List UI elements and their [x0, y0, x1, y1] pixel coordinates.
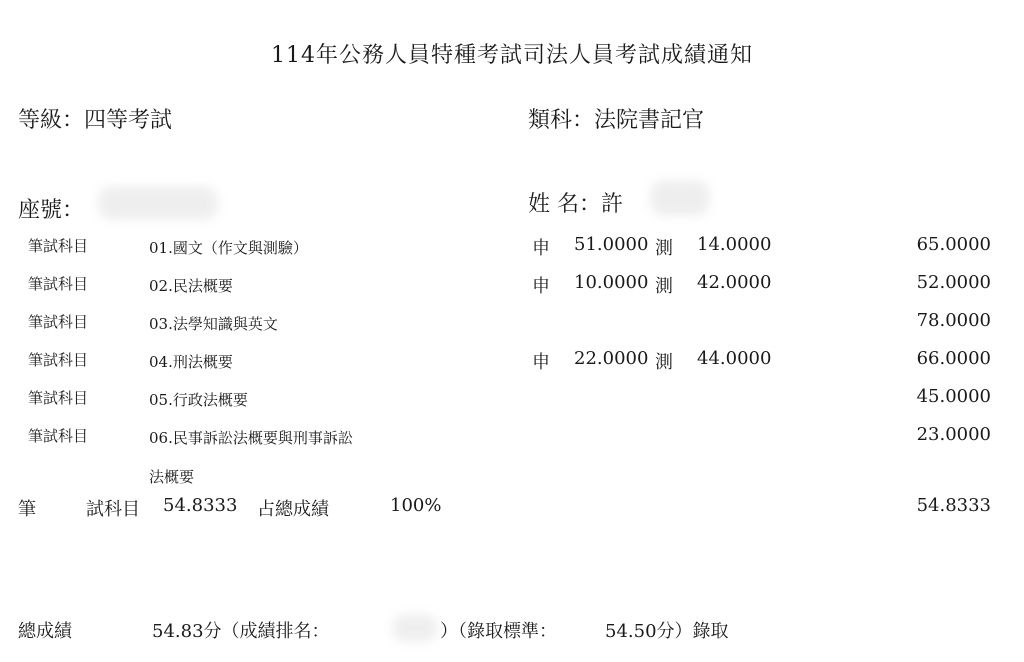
subject-total: 65.0000	[916, 234, 991, 255]
subject-row-label: 筆試科目	[28, 427, 89, 445]
final-standard: 54.50分）錄取	[605, 621, 729, 642]
ce-label: 測	[655, 238, 673, 259]
subject-row-label: 筆試科目	[28, 351, 89, 369]
subject-row-label: 筆試科目	[28, 313, 89, 331]
category-label: 類科：	[528, 108, 595, 133]
subject-total: 23.0000	[916, 424, 991, 445]
weight-label: 占總成績	[257, 499, 329, 520]
name-field	[528, 187, 623, 218]
subject-row-label: 筆試科目	[28, 275, 89, 293]
ce-score: 14.0000	[697, 234, 772, 255]
subject-name: 04.刑法概要	[149, 353, 233, 371]
redacted-rank	[392, 614, 438, 642]
subject-total: 45.0000	[916, 386, 991, 407]
subject-name: 02.民法概要	[149, 277, 233, 295]
redacted-name	[650, 180, 710, 216]
subject-name: 03.法學知識與英文	[149, 315, 278, 333]
ce-score: 42.0000	[697, 272, 772, 293]
subject-total: 66.0000	[916, 348, 991, 369]
seat-label: 座號：	[18, 198, 85, 223]
name-value: 許	[601, 192, 624, 217]
ce-label: 測	[655, 352, 673, 373]
shen-score: 10.0000	[574, 272, 649, 293]
level-value: 四等考試	[84, 108, 173, 133]
ce-score: 44.0000	[697, 348, 772, 369]
subject-row-label: 筆試科目	[28, 237, 89, 255]
level-label: 等級：	[18, 108, 85, 133]
subject-total: 52.0000	[916, 272, 991, 293]
notice-title: 114年公務人員特種考試司法人員考試成績通知	[271, 43, 753, 68]
ce-label: 測	[655, 276, 673, 297]
subject-name: 01.國文（作文與測驗）	[149, 239, 308, 257]
written-total: 54.8333	[916, 495, 991, 516]
category-value: 法院書記官	[594, 108, 705, 133]
shen-label: 申	[532, 352, 550, 373]
redacted-seat-number	[98, 186, 218, 220]
subject-name: 06.民事訴訟法概要與刑事訴訟	[149, 429, 353, 447]
level-field	[18, 103, 172, 134]
subject-row-label: 筆試科目	[28, 389, 89, 407]
written-summary-label-b: 試科目	[86, 499, 140, 520]
written-average: 54.8333	[163, 495, 238, 516]
shen-label: 申	[532, 238, 550, 259]
final-rank-close: ）（錄取標準：	[440, 621, 557, 642]
subject-name: 05.行政法概要	[149, 391, 248, 409]
subject-name-continuation: 法概要	[149, 468, 195, 486]
weight-value: 100%	[390, 495, 442, 516]
final-score-text: 54.83分（成績排名：	[152, 621, 330, 642]
written-summary-label-a: 筆	[18, 499, 36, 520]
shen-score: 22.0000	[574, 348, 649, 369]
final-score-label: 總成績	[18, 621, 72, 642]
shen-label: 申	[532, 276, 550, 297]
category-field	[528, 103, 704, 134]
subject-total: 78.0000	[916, 310, 991, 331]
shen-score: 51.0000	[574, 234, 649, 255]
name-label: 姓 名：	[528, 192, 601, 217]
